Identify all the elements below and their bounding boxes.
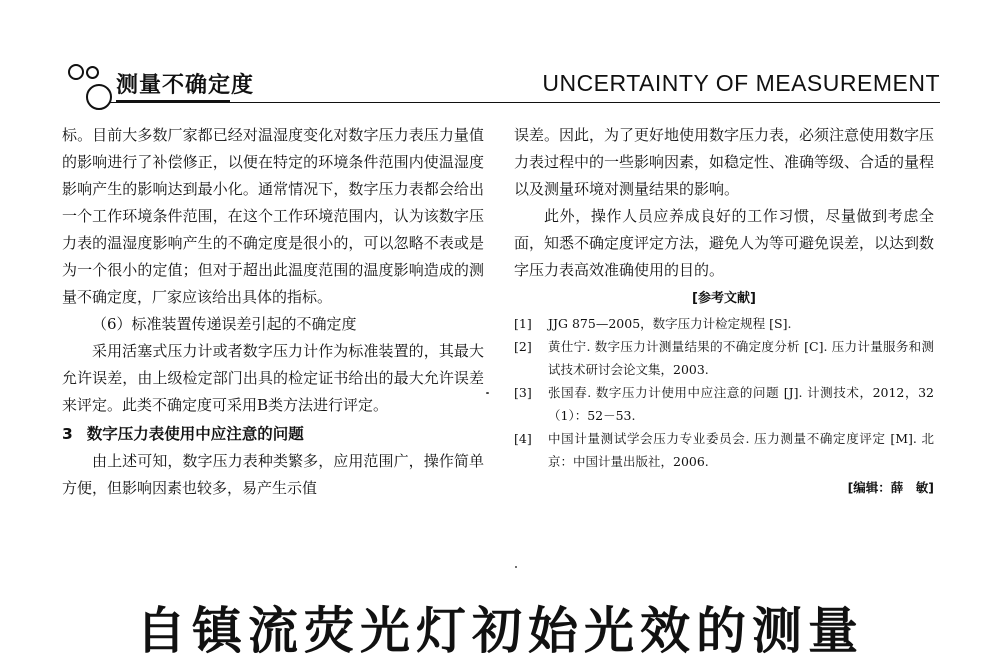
section-title: 测量不确定度: [116, 73, 255, 98]
editor-credit: [编辑：薛 敏]: [847, 480, 934, 495]
reference-number: [1]: [514, 316, 532, 331]
references-title: [参考文献]: [692, 291, 756, 306]
subheading: （6）标准装置传递误差引起的不确定度: [92, 315, 357, 333]
reference-number: [4]: [514, 431, 532, 446]
paragraph: 采用活塞式压力计或者数字压力计作为标准装置的，其最大允许误差，由上级检定部门出具的检定证书给出的最大允许误差来评定。此类不确定度可采用B类方法进行评定。: [62, 342, 484, 414]
section-number: 3: [62, 425, 73, 443]
scan-speck: [486, 392, 489, 394]
section-heading-text: 数字压力表使用中应注意的问题: [86, 425, 304, 443]
reference-text: JJG 875—2005，数字压力计检定规程 [S].: [548, 316, 792, 331]
reference-text: 张国春. 数字压力计使用中应注意的问题 [J]. 计测技术，2012，32（1）：52－53.: [548, 385, 934, 423]
paragraph: 标。目前大多数厂家都已经对温湿度变化对数字压力表压力量值的影响进行了补偿修正，以便在特定的环境条件范围内使温湿度影响产生的影响达到最小化。通常情况下，数字压力表都会给出一个工作环境条件范围，在这个工作环境范围内，认为该数字压力表的温湿度影响产生的不确定度是很小的，可以忽略不表或是为一个很小的定值；但对于超出此温度范围的温度影响造成的测量不确定度，厂家应该给出具体的指标。: [62, 126, 484, 306]
left-column: [62, 122, 484, 502]
section-title-english: UNCERTAINTY OF MEASUREMENT: [542, 70, 940, 96]
right-column: [514, 122, 934, 501]
page-header: [60, 58, 940, 114]
section-heading: [62, 420, 484, 448]
reference-item: [514, 427, 934, 473]
reference-item: [514, 312, 934, 335]
scan-speck: [515, 566, 517, 568]
decorative-circles-icon: [60, 58, 110, 114]
paragraph: 此外，操作人员应养成良好的工作习惯，尽量做到考虑全面，知悉不确定度评定方法，避免人为等可避免误差，以达到数字压力表高效准确使用的目的。: [514, 207, 935, 279]
reference-text: 中国计量测试学会压力专业委员会. 压力测量不确定度评定 [M]. 北京：中国计量出版社，2006.: [548, 431, 934, 469]
paragraph: 由上述可知，数字压力表种类繁多，应用范围广，操作简单方便，但影响因素也较多，易产生示值: [62, 452, 484, 497]
next-article-title: 自镇流荧光灯初始光效的测量: [136, 601, 864, 660]
reference-item: [514, 381, 934, 427]
paragraph: 误差。因此，为了更好地使用数字压力表，必须注意使用数字压力表过程中的一些影响因素，如稳定性、准确等级、合适的量程以及测量环境对测量结果的影响。: [514, 126, 935, 198]
reference-number: [3]: [514, 385, 532, 400]
reference-list: [514, 312, 934, 473]
reference-item: [514, 335, 934, 381]
header-rule: [110, 102, 940, 103]
reference-text: 黄仕宁. 数字压力计测量结果的不确定度分析 [C]. 压力计量服务和测试技术研讨会论文集，2003.: [548, 339, 934, 377]
reference-number: [2]: [514, 339, 532, 354]
